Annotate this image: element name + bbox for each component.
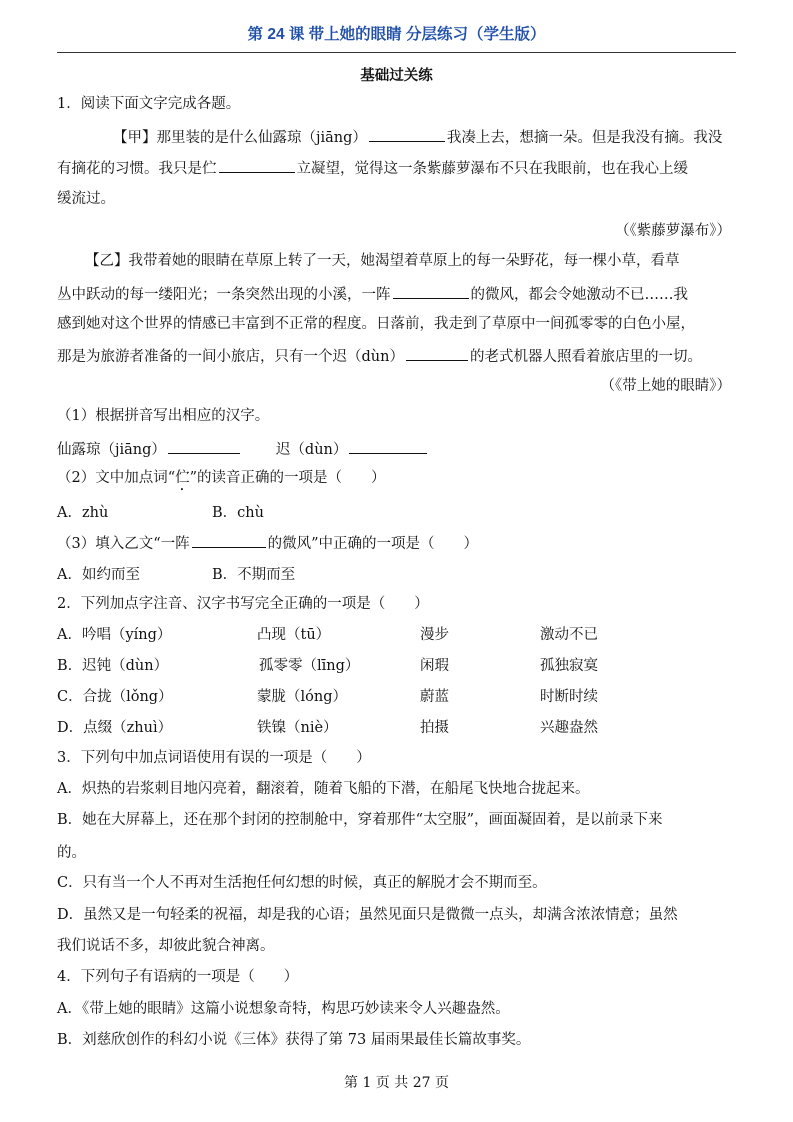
q1-jia-line-1: [57, 126, 722, 148]
q2-a-col-3: 漫步: [420, 627, 449, 643]
q2-a-col-1: A．吟唱（yíng）: [57, 627, 172, 643]
q4-option-b: B．刘慈欣创作的科幻小说《三体》获得了第 73 届雨果最佳长篇故事奖。: [57, 1032, 531, 1048]
q1-sub2-option-a: A．zhù: [57, 505, 109, 521]
q1-sub3-text-a: （3）填入乙文“一阵: [57, 536, 190, 552]
q1-yi-line-4: [57, 345, 702, 367]
q1-sub2-option-b: B．chù: [212, 505, 264, 521]
q3-stem: 3．下列句中加点词语使用有误的一项是（ ）: [57, 750, 371, 766]
q1-yi-text-1: 【乙】我带着她的眼睛在草原上转了一天，她渴望着草原上的每一朵野花，每一棵小草，看草: [85, 253, 680, 269]
q1-sub1-answers: [57, 438, 429, 460]
q1-jia-text-2: 我凑上去，想摘一朵。但是我没有摘。我没: [446, 130, 723, 146]
q2-d-col-2: 铁镍（niè）: [257, 720, 338, 736]
q2-b-col-4: 孤独寂寞: [540, 658, 598, 674]
q2-d-col-1: D．点缀（zhuì）: [57, 720, 173, 736]
q2-d-col-4: 兴趣盎然: [540, 720, 598, 736]
q1-sub1-b-label: 迟（dùn）: [275, 442, 348, 458]
q1-sub2-text-b: ”的读音正确的一项是（ ）: [189, 470, 386, 486]
q1-jia-blank-2: [219, 157, 295, 173]
q3-option-b-line-2: 的。: [57, 845, 86, 861]
q1-yi-text-5: 的老式机器人照看着旅店里的一切。: [469, 349, 702, 365]
q1-yi-text-4: 那是为旅游者准备的一间小旅店，只有一个迟（dùn）: [57, 349, 404, 365]
q1-yi-line-2: [57, 283, 688, 305]
section-title: 基础过关练: [360, 68, 433, 84]
q2-b-col-1: B．迟钝（dùn）: [57, 658, 169, 674]
q1-sub3-text-b: 的微风”中正确的一项是（ ）: [267, 536, 479, 552]
q1-sub1-a-blank: [168, 438, 240, 454]
page-footer: 第 1 页 共 27 页: [344, 1075, 449, 1091]
q3-option-d-line-2: 我们说话不多，却彼此貌合神离。: [57, 938, 275, 954]
q3-option-c: C．只有当一个人不再对生活抱任何幻想的时候，真正的解脱才会不期而至。: [57, 875, 547, 891]
q2-a-col-4: 激动不已: [540, 627, 598, 643]
q2-c-col-2: 蒙胧（lóng）: [257, 689, 347, 705]
q1-sub1-b-blank: [349, 438, 427, 454]
q1-sub2-text: [57, 468, 386, 494]
q1-yi-source: （《带上她的眼睛》）: [600, 378, 731, 394]
q1-sub3-option-b: B．不期而至: [212, 567, 296, 583]
q1-sub1-a-label: 仙露琼（jiāng）: [57, 442, 166, 458]
q1-sub3-option-a: A．如约而至: [57, 567, 140, 583]
page-header-title: 第 24 课 带上她的眼睛 分层练习（学生版）: [247, 26, 546, 43]
q2-b-col-3: 闲瑕: [420, 658, 449, 674]
q3-option-d-line-1: D．虽然又是一句轻柔的祝福，却是我的心语；虽然见面只是微微一点头，却满含浓浓情意；虽然: [57, 907, 678, 923]
q1-jia-text-3: 有摘花的习惯。我只是伫: [57, 161, 217, 177]
q4-option-a: A．《带上她的眼睛》这篇小说想象奇特，构思巧妙读来令人兴趣盎然。: [57, 1001, 510, 1017]
q2-stem: 2．下列加点字注音、汉字书写完全正确的一项是（ ）: [57, 596, 429, 612]
q1-jia-text-4: 立凝望，觉得这一条紫藤萝瀑布不只在我眼前，也在我心上缓: [296, 161, 688, 177]
q4-stem: 4．下列句子有语病的一项是（ ）: [57, 969, 299, 985]
q2-d-col-3: 拍摄: [420, 720, 449, 736]
q1-sub2-text-a: （2）文中加点词“: [57, 470, 176, 486]
q1-stem: 1．阅读下面文字完成各题。: [57, 96, 241, 112]
q1-jia-text-1: 【甲】那里装的是什么仙露琼（jiāng）: [113, 130, 367, 146]
q1-sub1-text: （1）根据拼音写出相应的汉字。: [57, 408, 270, 424]
q1-yi-line-3: 感到她对这个世界的情感已丰富到不正常的程度。日落前，我走到了草原中一间孤零零的白色小屋，: [57, 316, 695, 332]
q1-sub2-dotted-char: 伫: [175, 470, 190, 486]
q2-a-col-2: 凸现（tū）: [257, 627, 331, 643]
q1-yi-blank-1: [393, 283, 469, 299]
q2-c-col-1: C．合拢（lǒng）: [57, 689, 173, 705]
q1-jia-line-2: [57, 157, 688, 179]
q3-option-b-line-1: B．她在大屏幕上，还在那个封闭的控制舱中，穿着那件“太空服”，画面凝固着，是以前录下来: [57, 812, 663, 828]
q1-jia-source: （《紫藤萝瀑布》）: [615, 223, 731, 239]
q1-sub3-blank: [192, 532, 266, 548]
q1-jia-blank-1: [369, 126, 445, 142]
q2-c-col-4: 时断时续: [540, 689, 598, 705]
q3-option-a: A．炽热的岩浆刺目地闪亮着，翻滚着，随着飞船的下潜，在船尾飞快地合拢起来。: [57, 781, 590, 797]
q1-yi-text-2: 丛中跃动的每一缕阳光；一条突然出现的小溪，一阵: [57, 287, 391, 303]
q1-jia-line-3: 缓流过。: [57, 191, 115, 207]
q1-yi-line-1: [57, 251, 680, 271]
header-divider: [57, 52, 736, 53]
q1-sub3-text: [57, 532, 478, 554]
q1-yi-blank-2: [406, 345, 468, 361]
q1-yi-text-3: 的微风，都会令她激动不已……我: [470, 287, 688, 303]
q2-b-col-2: 孤零零（līng）: [259, 658, 360, 674]
q2-c-col-3: 蔚蓝: [420, 689, 449, 705]
